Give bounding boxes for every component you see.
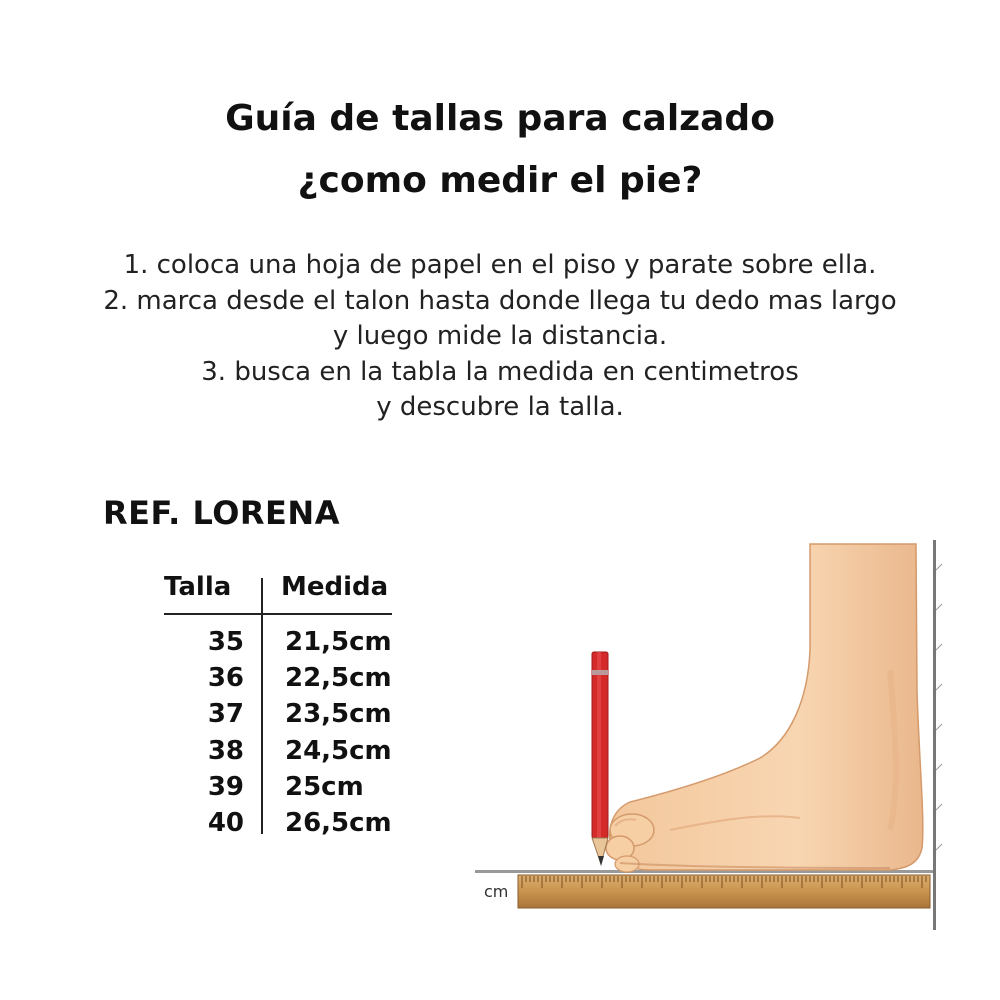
size-value: 36 [207,663,244,694]
foot-measurement-illustration [470,530,950,950]
instruction-line: 1. coloca una hoja de papel en el piso y parate sobre ella. [123,250,877,280]
instruction-line: y descubre la talla. [376,392,624,422]
size-value: 40 [207,807,244,838]
measure-value: 21,5cm [285,627,392,657]
table-row [160,699,400,735]
measure-value: 23,5cm [285,699,392,730]
measure-value: 22,5cm [285,663,392,694]
size-table [160,570,400,840]
table-row [160,627,400,663]
instructions [0,248,1000,426]
size-value: 39 [207,771,244,802]
measure-value: 25cm [285,771,364,802]
column-header-talla: Talla [164,572,232,602]
measure-value: 24,5cm [285,735,392,766]
table-divider-horizontal [164,613,392,615]
table-row [160,808,400,844]
ruler-icon [484,875,930,908]
column-header-medida: Medida [281,572,389,602]
table-row [160,772,400,808]
instruction-line: 3. busca en la tabla la medida en centimetros [201,356,799,387]
page-title: Guía de tallas para calzado [225,98,775,139]
ruler-unit-label: cm [484,882,509,901]
table-row [160,663,400,699]
pencil-icon [592,652,608,866]
instruction-line: y luego mide la distancia. [332,321,668,351]
table-row [160,736,400,772]
size-value: 35 [207,627,244,657]
size-value: 38 [207,735,244,766]
product-reference: REF. LORENA [103,494,340,532]
page-subtitle: ¿como medir el pie? [297,160,703,201]
measure-value: 26,5cm [285,807,392,838]
wall-icon [933,540,942,930]
instruction-line: 2. marca desde el talon hasta donde llega tu dedo mas largo [103,285,897,316]
size-value: 37 [207,699,244,730]
foot-icon [606,544,923,872]
table-body [160,627,400,844]
